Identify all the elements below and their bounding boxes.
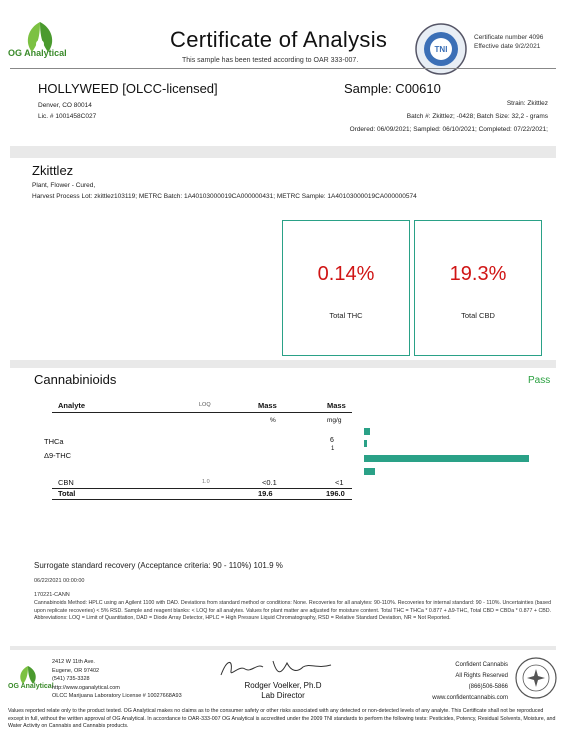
total-cbd-box: [414, 220, 542, 356]
page-title: Certificate of Analysis: [170, 27, 388, 52]
og-analytical-logo-icon: [10, 18, 70, 66]
lab-address-line: 2412 W 11th Ave.: [52, 659, 95, 665]
cbn-loq: 1.0: [202, 479, 210, 485]
col-header-loq: LOQ: [199, 402, 211, 408]
cc-name: Confident Cannabis: [455, 662, 508, 668]
unit-mg-per-g: mg/g: [327, 417, 342, 424]
product-lot: Harvest Process Lot: zkittlez103119; METRC Batch: 1A40103000019CA000000431; METRC Sample: 1A40103000019CA000000574: [32, 193, 417, 200]
client-address: [38, 100, 96, 122]
signature-icon: [217, 655, 337, 683]
table-bottom-divider: [52, 499, 352, 500]
signer-name: Rodger Voelker, Ph.D: [244, 681, 322, 690]
table-header-divider: [52, 412, 352, 413]
analyte-cbn: CBN: [58, 478, 74, 487]
report-code: 170221-CANN: [34, 592, 70, 598]
total-mass-mg: 196.0: [326, 489, 345, 498]
footer-logo-text: OG Analytical: [8, 683, 54, 690]
thca-mg-value: 6: [330, 437, 334, 444]
client-name: HOLLYWEED [OLCC-licensed]: [38, 81, 218, 96]
certificate-info: [474, 33, 543, 51]
cbn-mass-mg: <1: [335, 478, 344, 487]
report-date: 06/22/2021 00:00:00: [34, 578, 85, 584]
mass-bar: [364, 455, 529, 462]
lab-website: http://www.oganalytical.com: [52, 684, 120, 691]
unit-percent: %: [270, 417, 276, 424]
total-divider: [52, 488, 352, 489]
logo-text: OG Analytical: [8, 48, 67, 58]
sample-batch: Batch #: Zkittlez; -0428; Batch Size: 32,2 - grams: [406, 113, 548, 120]
panel-divider-band: [10, 360, 556, 368]
sample-id: Sample: C00610: [344, 81, 441, 96]
total-thc-value: 0.14%: [317, 263, 375, 285]
total-cbd-label: Total CBD: [461, 311, 495, 320]
analyte-thca: THCa: [44, 437, 64, 446]
col-header-mass-mg: Mass: [327, 401, 346, 410]
footer-divider-band: [10, 646, 556, 650]
confident-cannabis-stamp-icon: [514, 656, 558, 700]
certificate-number: Certificate number 4096: [474, 34, 544, 41]
sample-dates: Ordered: 06/09/2021; Sampled: 06/10/2021; Completed: 07/22/2021;: [349, 126, 548, 133]
sample-strain: Strain: Zkittlez: [506, 100, 548, 107]
cannabinoids-title: Cannabinioids: [34, 372, 117, 387]
disclaimer: Values reported relate only to the product tested. OG Analytical makes no claims as to the consumer safety or other risks associated with any detected or non-detected levels of any analyte. This Certificate shall not be reproduced except in full, without the written approval of OG Analytical. In accordance to OAR-333-007 OG Analytical is accredited under the 2009 TNI standards to perform the following tests: Pesticides, Potency, Residual Solvents, Moisture, and Water Activity on Cannabis and Cannabis products.: [8, 708, 556, 729]
total-mass-pct: 19.6: [258, 489, 273, 498]
lab-license: OLCC Marijuana Laboratory License # 10027668A93: [52, 693, 182, 699]
total-label: Total: [58, 489, 76, 498]
pass-status-badge: Pass: [528, 375, 551, 386]
mass-bar: [364, 468, 375, 475]
svg-text:TNI: TNI: [434, 45, 448, 54]
surrogate-recovery: Surrogate standard recovery (Acceptance criteria: 90 - 110%) 101.9 %: [34, 561, 283, 570]
lab-phone: (541) 735-3328: [52, 676, 90, 682]
panel-divider-band: [10, 146, 556, 158]
confident-cannabis-info: [432, 660, 508, 704]
method-notes: Cannabinoids Method: HPLC using an Agilent 1100 with DAD. Deviations from standard method or conditions: None. Recoveries for all analytes: 90-110%. Recoveries for internal standard: 90 - 110%. Uncertainties (based upon replicate recoveries) < 5% RSD. Sample and reagent blanks: < LOQ for all analytes. Values for plant matter are adjusted for moisture content. Total THC = THCa * 0.877 + Δ9-THC, Total CBD = CBDa * 0.877 + CBD. Abbreviations: LOQ = Limit of Quantitation, DAD = Diode Array Detector, HPLC = High Pressure Liquid Chromatography, RSD = Relative Standard Deviation, NR = Not Reported.: [34, 600, 552, 621]
product-type: Plant, Flower - Cured,: [32, 182, 96, 189]
title-subtitle: This sample has been tested according to OAR 333-007.: [182, 57, 359, 64]
signer-role: Lab Director: [261, 691, 305, 700]
effective-date: Effective date 9/2/2021: [474, 43, 541, 50]
total-thc-label: Total THC: [329, 311, 363, 320]
mass-bar: [364, 440, 367, 447]
analyte-d9-thc: Δ9-THC: [44, 451, 72, 460]
mass-bar: [364, 428, 370, 435]
cc-website: www.confidentcannabis.com: [432, 695, 508, 701]
header-divider: [10, 68, 556, 69]
product-name: Zkittlez: [32, 163, 74, 178]
total-cbd-value: 19.3%: [449, 263, 507, 285]
cbn-mass-pct: <0.1: [262, 478, 277, 487]
client-license: Lic. # 1001458C027: [38, 113, 97, 120]
cc-rights: All Rights Reserved: [455, 673, 508, 679]
total-thc-box: [282, 220, 410, 356]
col-header-analyte: Analyte: [58, 401, 86, 410]
cc-phone: (866)506-5866: [468, 684, 508, 690]
col-header-mass-pct: Mass: [258, 401, 277, 410]
lab-address-line: Eugene, OR 97402: [52, 667, 100, 674]
client-city: Denver, CO 80014: [38, 102, 92, 109]
d9-thc-mg-value: 1: [331, 446, 335, 452]
